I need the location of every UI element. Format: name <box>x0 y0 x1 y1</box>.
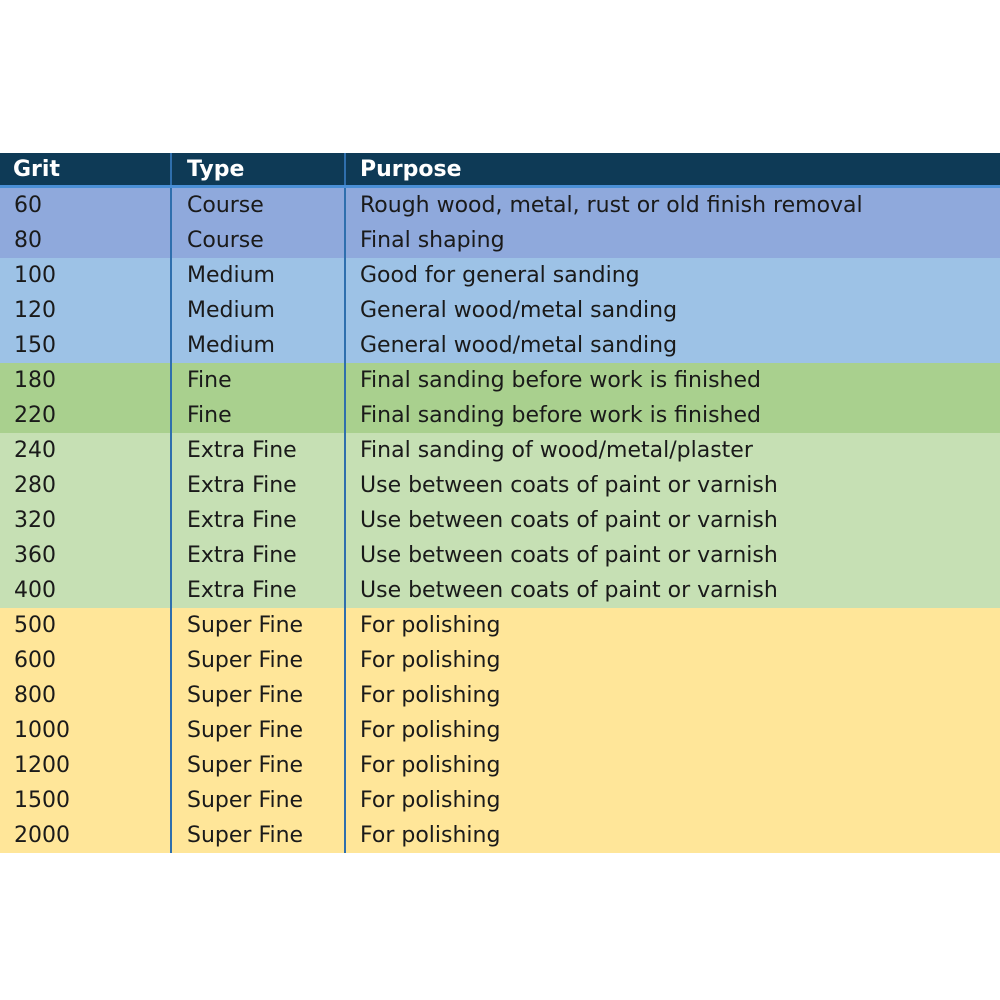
type-cell: Super Fine <box>171 643 345 678</box>
grit-cell: 1500 <box>0 783 171 818</box>
type-cell: Course <box>171 223 345 258</box>
grit-cell: 240 <box>0 433 171 468</box>
grit-cell: 150 <box>0 328 171 363</box>
type-cell: Super Fine <box>171 678 345 713</box>
grit-cell: 280 <box>0 468 171 503</box>
sandpaper-grit-table <box>0 153 1000 853</box>
type-cell: Super Fine <box>171 818 345 853</box>
purpose-cell: Use between coats of paint or varnish <box>345 468 1000 503</box>
table-row <box>0 678 1000 713</box>
table-row <box>0 468 1000 503</box>
purpose-cell: Final sanding of wood/metal/plaster <box>345 433 1000 468</box>
table-row <box>0 293 1000 328</box>
type-cell: Fine <box>171 398 345 433</box>
table-row <box>0 818 1000 853</box>
table-header <box>0 153 1000 187</box>
purpose-cell: For polishing <box>345 748 1000 783</box>
grit-cell: 60 <box>0 187 171 224</box>
type-cell: Medium <box>171 293 345 328</box>
table-row <box>0 258 1000 293</box>
grit-cell: 800 <box>0 678 171 713</box>
table-row <box>0 328 1000 363</box>
grit-cell: 100 <box>0 258 171 293</box>
purpose-cell: For polishing <box>345 678 1000 713</box>
table-row <box>0 608 1000 643</box>
purpose-cell: Final sanding before work is finished <box>345 363 1000 398</box>
purpose-cell: For polishing <box>345 608 1000 643</box>
purpose-cell: Use between coats of paint or varnish <box>345 573 1000 608</box>
table-row <box>0 187 1000 224</box>
table-row <box>0 223 1000 258</box>
type-cell: Super Fine <box>171 608 345 643</box>
type-cell: Extra Fine <box>171 503 345 538</box>
grit-cell: 1200 <box>0 748 171 783</box>
table-row <box>0 748 1000 783</box>
purpose-cell: Good for general sanding <box>345 258 1000 293</box>
table-row <box>0 573 1000 608</box>
grit-cell: 600 <box>0 643 171 678</box>
header-row <box>0 153 1000 187</box>
purpose-cell: For polishing <box>345 818 1000 853</box>
header-purpose: Purpose <box>345 153 1000 187</box>
grit-cell: 360 <box>0 538 171 573</box>
table-row <box>0 783 1000 818</box>
table-row <box>0 713 1000 748</box>
grit-cell: 320 <box>0 503 171 538</box>
type-cell: Extra Fine <box>171 468 345 503</box>
type-cell: Super Fine <box>171 713 345 748</box>
purpose-cell: Final shaping <box>345 223 1000 258</box>
type-cell: Super Fine <box>171 783 345 818</box>
purpose-cell: Final sanding before work is finished <box>345 398 1000 433</box>
grit-cell: 1000 <box>0 713 171 748</box>
table-row <box>0 398 1000 433</box>
purpose-cell: For polishing <box>345 713 1000 748</box>
purpose-cell: For polishing <box>345 783 1000 818</box>
type-cell: Course <box>171 187 345 224</box>
table-row <box>0 538 1000 573</box>
purpose-cell: Use between coats of paint or varnish <box>345 503 1000 538</box>
type-cell: Medium <box>171 258 345 293</box>
table-body <box>0 187 1000 854</box>
type-cell: Medium <box>171 328 345 363</box>
type-cell: Fine <box>171 363 345 398</box>
table-row <box>0 503 1000 538</box>
purpose-cell: Rough wood, metal, rust or old finish removal <box>345 187 1000 224</box>
table-row <box>0 643 1000 678</box>
type-cell: Extra Fine <box>171 573 345 608</box>
purpose-cell: General wood/metal sanding <box>345 328 1000 363</box>
purpose-cell: General wood/metal sanding <box>345 293 1000 328</box>
type-cell: Super Fine <box>171 748 345 783</box>
purpose-cell: Use between coats of paint or varnish <box>345 538 1000 573</box>
grit-cell: 80 <box>0 223 171 258</box>
header-grit: Grit <box>0 153 171 187</box>
grit-cell: 400 <box>0 573 171 608</box>
header-type: Type <box>171 153 345 187</box>
grit-cell: 2000 <box>0 818 171 853</box>
type-cell: Extra Fine <box>171 433 345 468</box>
table-row <box>0 363 1000 398</box>
grit-cell: 120 <box>0 293 171 328</box>
grit-cell: 220 <box>0 398 171 433</box>
type-cell: Extra Fine <box>171 538 345 573</box>
grit-cell: 500 <box>0 608 171 643</box>
grit-cell: 180 <box>0 363 171 398</box>
table-row <box>0 433 1000 468</box>
purpose-cell: For polishing <box>345 643 1000 678</box>
